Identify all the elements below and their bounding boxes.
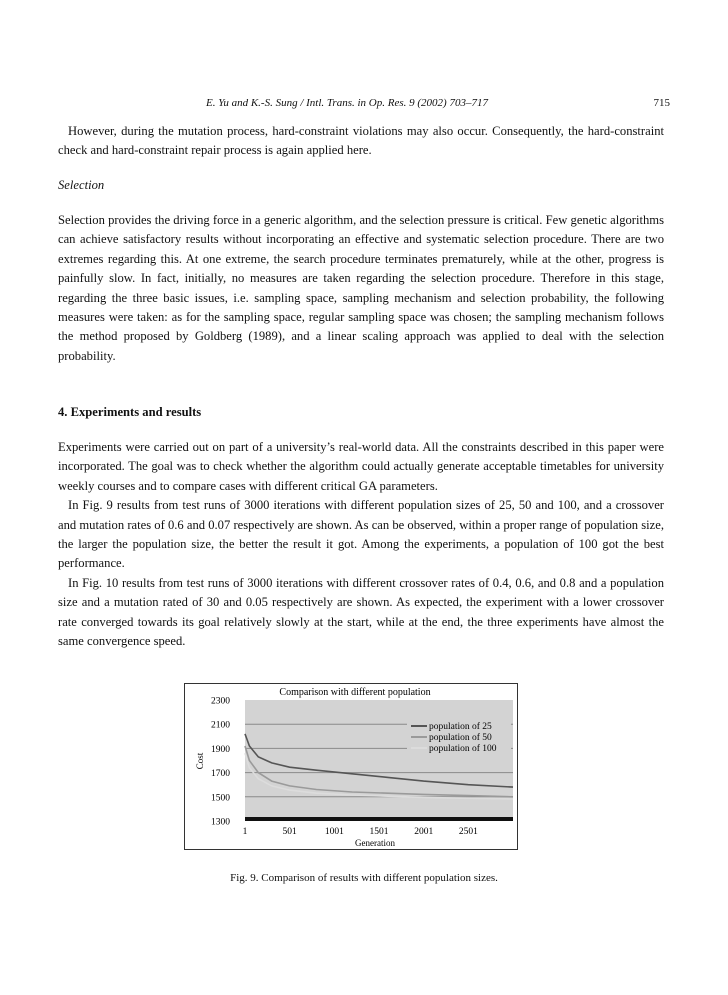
legend [407, 720, 511, 754]
paragraph-fig9: In Fig. 9 results from test runs of 3000 iterations with different population sizes of 25, 50 and 100, and a crossover and mutation rates of 0.6 and 0.07 respectively are shown. As can be observed, within a proper range of population size, the larger the population size, the better the result it got. Among the experiments, a population of 100 got the best performance. [58, 498, 664, 571]
chart-title: Comparison with different population [279, 687, 431, 698]
legend-entry: population of 50 [429, 733, 492, 743]
legend-entry: population of 25 [429, 722, 492, 732]
plot-area [245, 700, 513, 821]
paragraph-experiments [58, 438, 664, 651]
figure-caption: Fig. 9. Comparison of results with different population sizes. [230, 872, 498, 884]
y-axis-label: Cost [195, 752, 205, 770]
y-tick-label: 2300 [211, 696, 230, 707]
page-number: 715 [653, 97, 670, 109]
page-header [58, 97, 670, 113]
paragraph-selection: Selection provides the driving force in a generic algorithm, and the selection pressure is critical. Few genetic algorithms can achieve satisfactory results without incorporating an effective and systematic selection procedure. There are two extremes regarding this. At one extreme, the search procedure terminates prematurely, while at the other, progress is painfully slow. In fact, initially, no measures are taken regarding the selection procedure. Therefore in this stage, regarding the three basic issues, i.e. sampling space, sampling mechanism and selection probability, the following measures were taken: as for the sampling space, regular sampling space was chosen; the sampling mechanism follows the method proposed by Goldberg (1989), and a linear scaling approach was applied to deal with the selection probability. [58, 213, 664, 363]
paragraph-mutation: However, during the mutation process, hard-constraint violations may also occur. Consequently, the hard-constraint check and hard-constraint repair process is again applied here. [58, 124, 664, 158]
x-tick-label: 2501 [458, 827, 478, 837]
x-axis-label: Generation [355, 838, 395, 848]
x-tick-label: 1 [242, 827, 248, 837]
x-tick-label: 501 [282, 827, 297, 837]
selection-heading: Selection [58, 178, 105, 192]
y-tick-label: 1300 [211, 817, 230, 828]
y-tick-label: 2100 [211, 720, 230, 731]
running-title: E. Yu and K.-S. Sung / Intl. Trans. in Op. Res. 9 (2002) 703–717 [206, 97, 488, 109]
x-axis-line [245, 817, 513, 821]
paragraph-fig10: In Fig. 10 results from test runs of 3000 iterations with different crossover rates of 0.4, 0.6, and 0.8 and a population size and a mutation rated of 30 and 0.05 respectively are shown. As expected, the experiment with a lower crossover rate converged towards its goal relatively slowly at the start, while at the end, the three experiments have almost the same convergence speed. [58, 575, 664, 649]
paragraph-experiments-intro: Experiments were carried out on part of a university’s real-world data. All the constraints described in this paper were incorporated. The goal was to check whether the algorithm could actually generate acceptable timetables for university weekly courses and to compare cases with different critical GA parameters. [58, 440, 664, 493]
y-tick-label: 1900 [211, 744, 230, 755]
y-tick-label: 1700 [211, 769, 230, 780]
y-tick-label: 1500 [211, 793, 230, 804]
x-tick-label: 1001 [324, 827, 344, 837]
x-tick-label: 2001 [414, 827, 434, 837]
chart [185, 684, 517, 849]
figure-9 [184, 683, 518, 850]
section-heading: 4. Experiments and results [58, 405, 202, 419]
x-tick-label: 1501 [369, 827, 389, 837]
legend-entry: population of 100 [429, 744, 497, 754]
